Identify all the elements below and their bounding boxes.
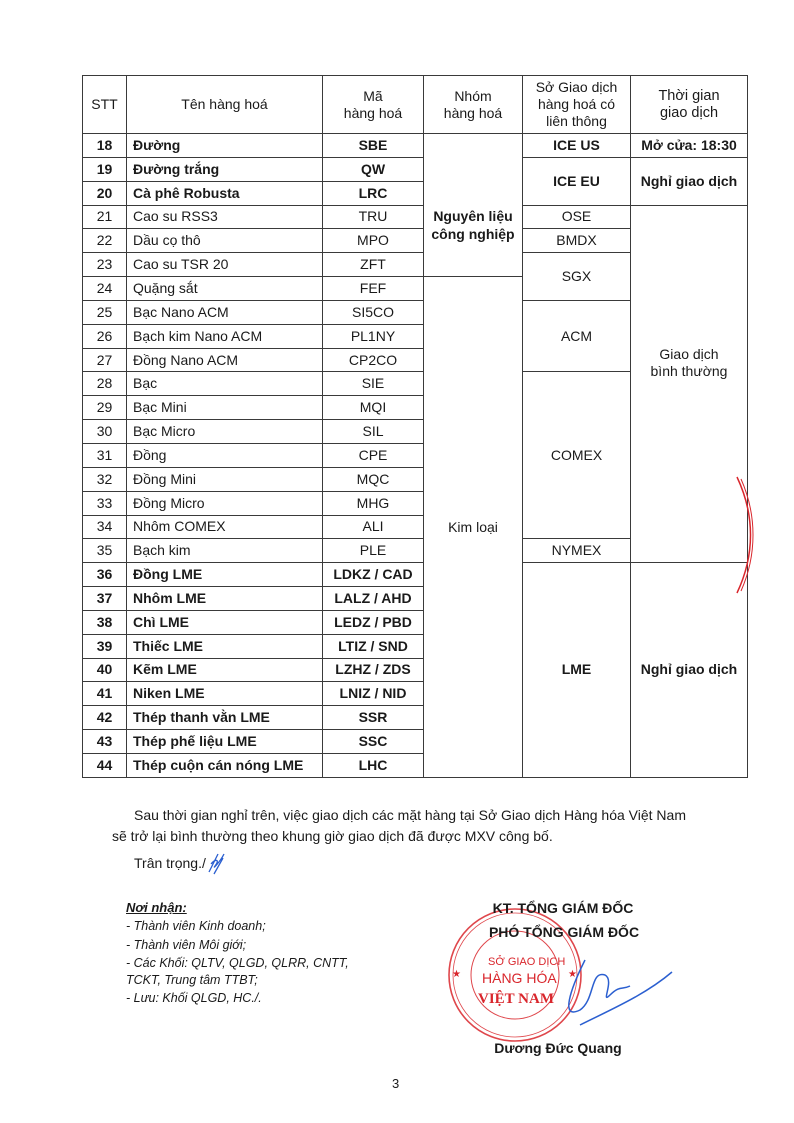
row-code: LTIZ / SND bbox=[323, 634, 424, 658]
exchange-cell: BMDX bbox=[523, 229, 631, 253]
row-stt: 21 bbox=[83, 205, 127, 229]
initials-signature-icon bbox=[206, 850, 228, 876]
row-code: MPO bbox=[323, 229, 424, 253]
row-code: TRU bbox=[323, 205, 424, 229]
body-paragraph-line1: Sau thời gian nghỉ trên, việc giao dịch các mặt hàng tại Sở Giao dịch Hàng hóa Việt Nam bbox=[134, 807, 686, 823]
closing-text bbox=[134, 850, 228, 876]
row-code: FEF bbox=[323, 277, 424, 301]
row-stt: 38 bbox=[83, 610, 127, 634]
table-row bbox=[83, 157, 748, 181]
row-code: CP2CO bbox=[323, 348, 424, 372]
row-code: LHC bbox=[323, 753, 424, 777]
time-cell: Nghỉ giao dịch bbox=[631, 157, 748, 205]
recipients-title: Nơi nhận: bbox=[126, 900, 187, 915]
recipient-item: - Lưu: Khối QLGD, HC./. bbox=[126, 991, 262, 1005]
page-number: 3 bbox=[392, 1076, 400, 1091]
closing-label: Trân trọng./ bbox=[134, 855, 206, 871]
row-code: SSR bbox=[323, 706, 424, 730]
row-code: SIL bbox=[323, 420, 424, 444]
row-name: Đồng Mini bbox=[127, 467, 323, 491]
row-code: LEDZ / PBD bbox=[323, 610, 424, 634]
svg-text:★: ★ bbox=[452, 969, 461, 980]
row-code: LZHZ / ZDS bbox=[323, 658, 424, 682]
exchange-cell: OSE bbox=[523, 205, 631, 229]
exchange-cell: ICE EU bbox=[523, 157, 631, 205]
table-row bbox=[83, 134, 748, 158]
row-code: SSC bbox=[323, 730, 424, 754]
exchange-cell: LME bbox=[523, 563, 631, 778]
row-stt: 42 bbox=[83, 706, 127, 730]
stamp-edge-fragment bbox=[735, 475, 755, 595]
row-code: SI5CO bbox=[323, 300, 424, 324]
header-name: Tên hàng hoá bbox=[127, 76, 323, 134]
stamp-center-line1: SỞ GIAO DỊCH bbox=[488, 956, 566, 968]
row-stt: 37 bbox=[83, 587, 127, 611]
row-stt: 25 bbox=[83, 300, 127, 324]
row-code: PLE bbox=[323, 539, 424, 563]
svg-text:★: ★ bbox=[568, 969, 577, 980]
recipient-item: - Thành viên Môi giới; bbox=[126, 938, 247, 952]
row-stt: 26 bbox=[83, 324, 127, 348]
row-name: Thép cuộn cán nóng LME bbox=[127, 753, 323, 777]
row-stt: 30 bbox=[83, 420, 127, 444]
row-stt: 33 bbox=[83, 491, 127, 515]
time-cell: Mở cửa: 18:30 bbox=[631, 134, 748, 158]
row-name: Bạc bbox=[127, 372, 323, 396]
row-stt: 32 bbox=[83, 467, 127, 491]
row-code: LDKZ / CAD bbox=[323, 563, 424, 587]
row-code: LALZ / AHD bbox=[323, 587, 424, 611]
row-stt: 24 bbox=[83, 277, 127, 301]
row-name: Nhôm LME bbox=[127, 587, 323, 611]
row-stt: 36 bbox=[83, 563, 127, 587]
row-name: Bạch kim bbox=[127, 539, 323, 563]
row-code: MQC bbox=[323, 467, 424, 491]
row-name: Bạc Nano ACM bbox=[127, 300, 323, 324]
row-code: ZFT bbox=[323, 253, 424, 277]
row-stt: 43 bbox=[83, 730, 127, 754]
row-name: Đường bbox=[127, 134, 323, 158]
row-name: Cao su RSS3 bbox=[127, 205, 323, 229]
row-code: PL1NY bbox=[323, 324, 424, 348]
recipients-block bbox=[126, 898, 386, 1008]
row-name: Quặng sắt bbox=[127, 277, 323, 301]
row-stt: 27 bbox=[83, 348, 127, 372]
signature-title-2: PHÓ TỔNG GIÁM ĐỐC bbox=[488, 924, 640, 940]
row-stt: 29 bbox=[83, 396, 127, 420]
group-cell: Nguyên liệu công nghiệp bbox=[424, 134, 523, 277]
signature-title-1: KT. TỔNG GIÁM ĐỐC bbox=[492, 900, 634, 916]
row-name: Bạch kim Nano ACM bbox=[127, 324, 323, 348]
recipient-item: - Các Khối: QLTV, QLGD, QLRR, CNTT, TCKT, Trung tâm TTBT; bbox=[126, 956, 349, 987]
row-code: ALI bbox=[323, 515, 424, 539]
header-group: Nhóm hàng hoá bbox=[424, 76, 523, 134]
header-code: Mã hàng hoá bbox=[323, 76, 424, 134]
row-stt: 28 bbox=[83, 372, 127, 396]
row-stt: 40 bbox=[83, 658, 127, 682]
row-code: LRC bbox=[323, 181, 424, 205]
row-stt: 44 bbox=[83, 753, 127, 777]
row-stt: 18 bbox=[83, 134, 127, 158]
row-name: Bạc Micro bbox=[127, 420, 323, 444]
row-name: Dầu cọ thô bbox=[127, 229, 323, 253]
exchange-cell: COMEX bbox=[523, 372, 631, 539]
row-code: QW bbox=[323, 157, 424, 181]
row-name: Bạc Mini bbox=[127, 396, 323, 420]
row-code: SBE bbox=[323, 134, 424, 158]
row-name: Đường trắng bbox=[127, 157, 323, 181]
header-stt: STT bbox=[83, 76, 127, 134]
row-stt: 34 bbox=[83, 515, 127, 539]
row-name: Đồng LME bbox=[127, 563, 323, 587]
stamp-center-line3: VIỆT NAM bbox=[478, 991, 554, 1007]
group-cell: Kim loại bbox=[424, 277, 523, 778]
row-name: Thiếc LME bbox=[127, 634, 323, 658]
row-name: Cao su TSR 20 bbox=[127, 253, 323, 277]
row-name: Thép thanh vằn LME bbox=[127, 706, 323, 730]
row-stt: 19 bbox=[83, 157, 127, 181]
row-code: MHG bbox=[323, 491, 424, 515]
signer-name: Dương Đức Quang bbox=[494, 1040, 622, 1056]
handwritten-signature-icon bbox=[560, 950, 680, 1040]
row-stt: 31 bbox=[83, 443, 127, 467]
row-name: Đồng Micro bbox=[127, 491, 323, 515]
row-name: Kẽm LME bbox=[127, 658, 323, 682]
row-name: Đồng Nano ACM bbox=[127, 348, 323, 372]
row-name: Thép phế liệu LME bbox=[127, 730, 323, 754]
table-row bbox=[83, 563, 748, 587]
body-paragraph-line2: sẽ trở lại bình thường theo khung giờ giao dịch đã được MXV công bố. bbox=[112, 828, 553, 844]
time-cell: Giao dịch bình thường bbox=[631, 205, 748, 563]
exchange-cell: ICE US bbox=[523, 134, 631, 158]
row-name: Đồng bbox=[127, 443, 323, 467]
row-stt: 41 bbox=[83, 682, 127, 706]
row-stt: 22 bbox=[83, 229, 127, 253]
row-code: SIE bbox=[323, 372, 424, 396]
stamp-center-line2: HÀNG HÓA bbox=[482, 970, 557, 986]
exchange-cell: NYMEX bbox=[523, 539, 631, 563]
row-stt: 39 bbox=[83, 634, 127, 658]
exchange-cell: SGX bbox=[523, 253, 631, 301]
commodity-schedule-table bbox=[82, 75, 748, 778]
recipient-item: - Thành viên Kinh doanh; bbox=[126, 919, 266, 933]
row-stt: 35 bbox=[83, 539, 127, 563]
row-name: Niken LME bbox=[127, 682, 323, 706]
row-code: CPE bbox=[323, 443, 424, 467]
header-time: Thời gian giao dịch bbox=[631, 76, 748, 134]
row-code: MQI bbox=[323, 396, 424, 420]
row-name: Cà phê Robusta bbox=[127, 181, 323, 205]
row-name: Nhôm COMEX bbox=[127, 515, 323, 539]
time-cell: Nghỉ giao dịch bbox=[631, 563, 748, 778]
row-stt: 23 bbox=[83, 253, 127, 277]
row-name: Chì LME bbox=[127, 610, 323, 634]
exchange-cell: ACM bbox=[523, 300, 631, 372]
row-code: LNIZ / NID bbox=[323, 682, 424, 706]
table-header-row bbox=[83, 76, 748, 134]
header-exchange: Sở Giao dịch hàng hoá có liên thông bbox=[523, 76, 631, 134]
table-row bbox=[83, 205, 748, 229]
row-stt: 20 bbox=[83, 181, 127, 205]
